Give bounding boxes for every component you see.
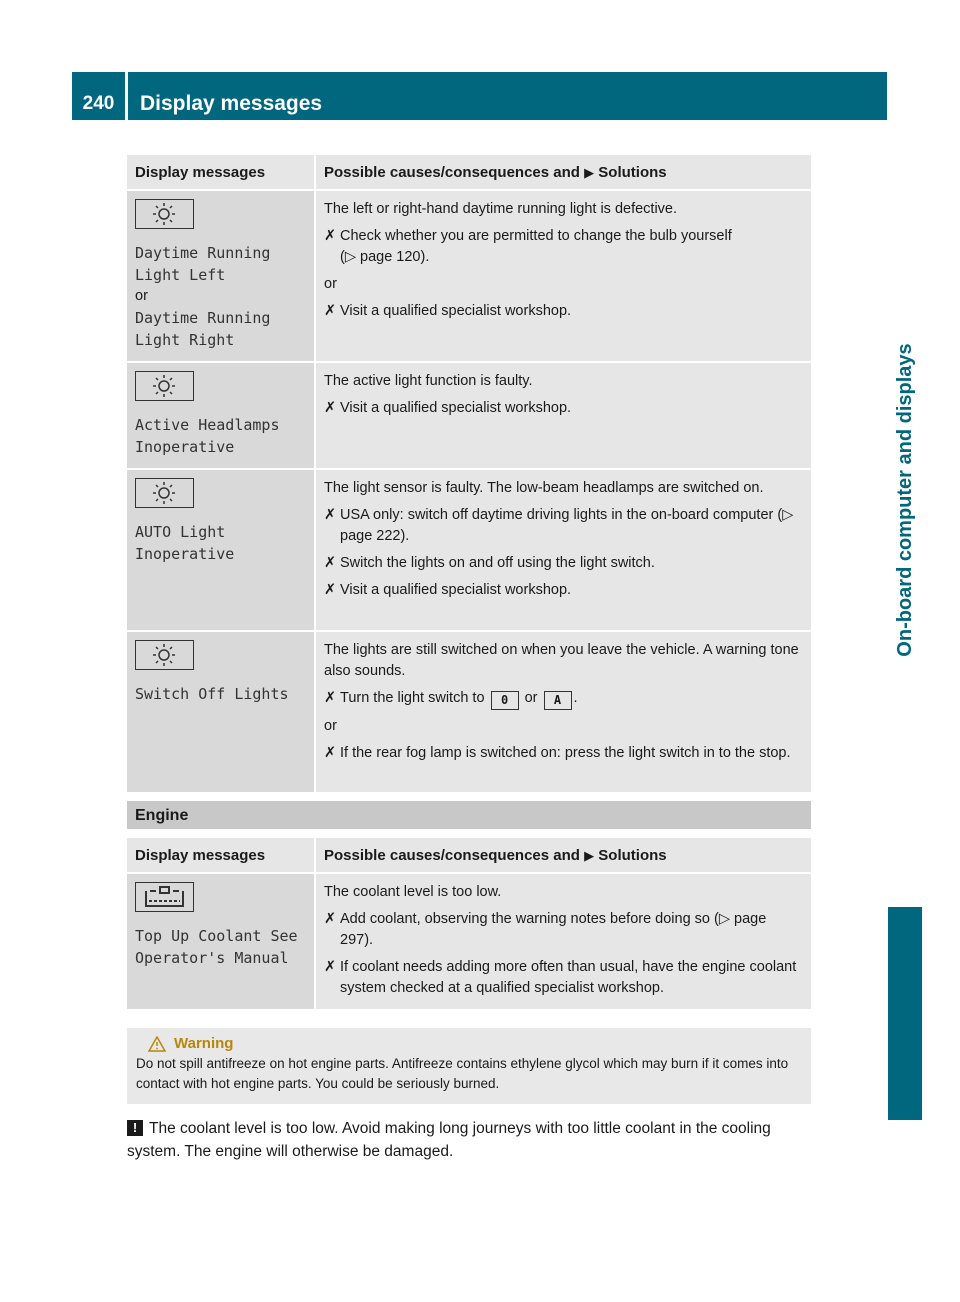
message-cell — [127, 632, 316, 794]
cause-text: The coolant level is too low. — [324, 884, 502, 900]
step-text: or — [524, 690, 538, 706]
step-marker-icon: ✗ — [324, 228, 337, 244]
step-marker-icon: ✗ — [324, 555, 337, 571]
step-marker-icon: ✗ — [324, 959, 337, 975]
solution-cell — [316, 191, 811, 363]
cause-text: The active light function is faulty. — [324, 373, 533, 389]
solution-step — [324, 301, 803, 322]
step-text: Visit a qualified specialist workshop. — [340, 400, 572, 416]
step-marker-icon: ✗ — [324, 303, 337, 319]
light-bulb-icon — [135, 478, 194, 508]
light-switch-auto-symbol: A — [544, 691, 572, 710]
display-message: Daytime Running Light Right — [135, 309, 271, 349]
step-marker-icon: ✗ — [324, 911, 337, 927]
step-text: Turn the light switch to — [340, 690, 485, 706]
solution-step — [324, 398, 803, 419]
step-marker-icon: ✗ — [324, 745, 337, 761]
warning-triangle-icon — [148, 1036, 166, 1052]
solution-step — [324, 505, 803, 547]
col-header-causes — [316, 838, 811, 874]
cause-text: The left or right-hand daytime running light is defective. — [324, 201, 678, 217]
cause-text: The lights are still switched on when you leave the vehicle. A warning tone also sounds. — [324, 642, 799, 679]
step-text: Add coolant, observing the warning notes before doing so (▷ page 297). — [340, 911, 767, 948]
display-message: Active Headlamps Inoperative — [135, 416, 280, 456]
warning-heading — [148, 1034, 802, 1054]
or-text: or — [135, 288, 148, 304]
step-text: . — [573, 690, 578, 706]
message-cell — [127, 363, 316, 470]
step-text: Check whether you are permitted to change the bulb yourself — [340, 228, 732, 244]
lights-messages-table — [127, 155, 811, 794]
step-text: Visit a qualified specialist workshop. — [340, 303, 572, 319]
table-row — [127, 363, 811, 470]
page-title: Display messages — [140, 92, 323, 115]
play-arrow-icon: ▶ — [584, 847, 595, 863]
display-message: Top Up Coolant See Operator's Manual — [135, 927, 298, 967]
table-row — [127, 874, 811, 1011]
solution-step — [324, 580, 803, 601]
warning-box — [127, 1028, 811, 1104]
section-title-engine: Engine — [127, 801, 811, 829]
table-row — [127, 191, 811, 363]
side-tab-block — [888, 907, 922, 1120]
message-cell — [127, 191, 316, 363]
solution-step — [324, 688, 803, 710]
display-message: AUTO Light Inoperative — [135, 523, 235, 563]
cause-text: The light sensor is faulty. The low-beam headlamps are switched on. — [324, 480, 764, 496]
solution-cell — [316, 632, 811, 794]
solution-step — [324, 553, 803, 574]
col-header-solutions-text: Solutions — [598, 163, 667, 181]
light-switch-off-symbol: 0 — [491, 691, 519, 710]
display-message: Daytime Running Light Left — [135, 244, 271, 284]
note-text: The coolant level is too low. Avoid making long journeys with too little coolant in the cooling system. The engine will otherwise be damaged. — [127, 1120, 771, 1160]
solution-step — [324, 743, 803, 764]
message-cell — [127, 470, 316, 632]
col-header-causes-text: Possible causes/consequences and — [324, 163, 580, 181]
step-text: Visit a qualified specialist workshop. — [340, 582, 572, 598]
step-text: If coolant needs adding more often than usual, have the engine coolant system checked at a qualified specialist workshop. — [340, 959, 797, 996]
step-marker-icon: ✗ — [324, 582, 337, 598]
step-marker-icon: ✗ — [324, 507, 337, 523]
or-text: or — [324, 718, 337, 734]
col-header-messages: Display messages — [127, 838, 316, 874]
message-cell — [127, 874, 316, 1011]
engine-messages-table — [127, 838, 811, 1011]
solution-step — [324, 226, 803, 268]
light-bulb-icon — [135, 199, 194, 229]
solution-cell — [316, 470, 811, 632]
solution-cell — [316, 363, 811, 470]
solution-step — [324, 909, 803, 951]
step-text: USA only: switch off daytime driving lights in the on-board computer (▷ page 222). — [340, 507, 794, 544]
solution-cell — [316, 874, 811, 1011]
col-header-messages: Display messages — [127, 155, 316, 191]
col-header-causes — [316, 155, 811, 191]
play-arrow-icon: ▶ — [584, 164, 595, 180]
step-marker-icon: ✗ — [324, 400, 337, 416]
or-text: or — [324, 276, 337, 292]
warning-text: Do not spill antifreeze on hot engine parts. Antifreeze contains ethylene glycol which may burn if it comes into contact with hot engine parts. You could be seriously burned. — [136, 1056, 789, 1091]
page-reference: (▷ page 120). — [340, 249, 430, 265]
col-header-causes-text: Possible causes/consequences and — [324, 846, 580, 864]
table-row — [127, 632, 811, 794]
light-bulb-icon — [135, 640, 194, 670]
solution-step — [324, 957, 803, 999]
note-paragraph — [127, 1117, 817, 1163]
step-text: If the rear fog lamp is switched on: press the light switch in to the stop. — [340, 745, 791, 761]
page-number: 240 — [82, 93, 115, 114]
col-header-solutions-text: Solutions — [598, 846, 667, 864]
warning-title-text: Warning — [174, 1035, 234, 1052]
light-bulb-icon — [135, 371, 194, 401]
step-text: Switch the lights on and off using the light switch. — [340, 555, 655, 571]
table-row — [127, 470, 811, 632]
display-message: Switch Off Lights — [135, 685, 289, 703]
coolant-level-icon — [135, 882, 194, 912]
step-marker-icon: ✗ — [324, 690, 337, 706]
exclamation-icon: ! — [127, 1120, 143, 1136]
header-divider — [125, 72, 128, 120]
side-tab-label: On-board computer and displays — [894, 343, 916, 657]
